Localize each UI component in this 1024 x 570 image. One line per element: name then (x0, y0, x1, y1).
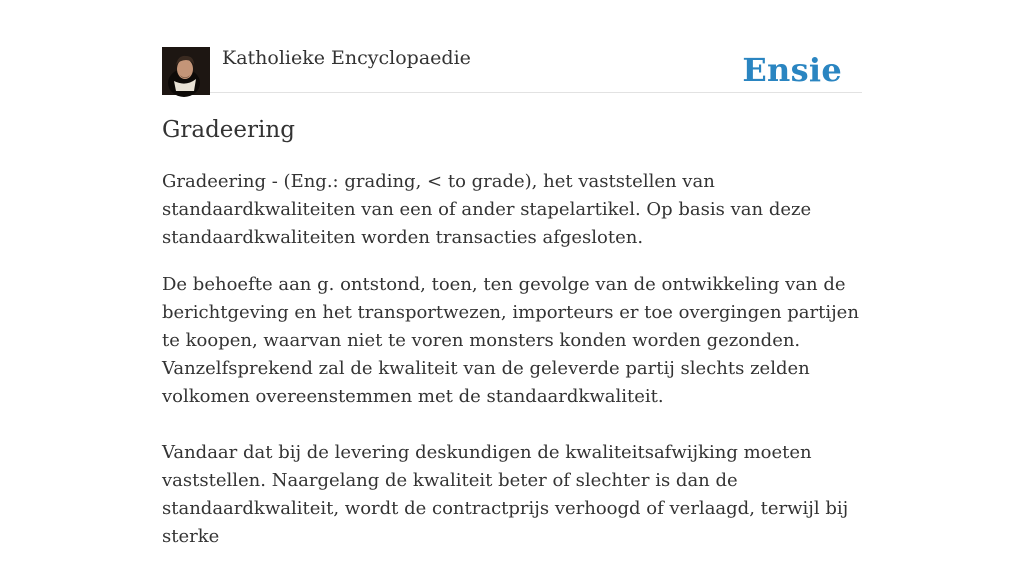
portrait-avatar-icon[interactable] (162, 47, 210, 95)
page-header (162, 46, 862, 93)
source-name[interactable]: Katholieke Encyclopaedie (222, 47, 471, 69)
article-body (162, 168, 862, 570)
article-paragraph: De behoefte aan g. ontstond, toen, ten gevolge van de ontwikkeling van de berichtgeving en het transportwezen, importeurs er toe overgingen partijen te koopen, waarvan niet te voren monsters konden worden gezonden. Vanzelfsprekend zal de kwaliteit van de geleverde partij slechts zelden volkomen overeenstemmen met de standaardkwaliteit. Vandaar dat bij de levering deskundigen de kwaliteitsafwijking moeten vaststellen. Naargelang de kwaliteit beter of slechter is dan de standaardkwaliteit, wordt de contractprijs verhoogd of verlaagd, terwijl bij sterke (162, 274, 859, 547)
ensie-logo[interactable]: Ensie (742, 51, 842, 89)
page-title: Gradeering (162, 117, 295, 143)
article-paragraph: Gradeering - (Eng.: grading, < to grade), het vaststellen van standaardkwaliteiten van een of ander stapelartikel. Op basis van deze standaardkwaliteiten worden transacties afgesloten. (162, 171, 812, 248)
portrait-image (162, 47, 210, 95)
